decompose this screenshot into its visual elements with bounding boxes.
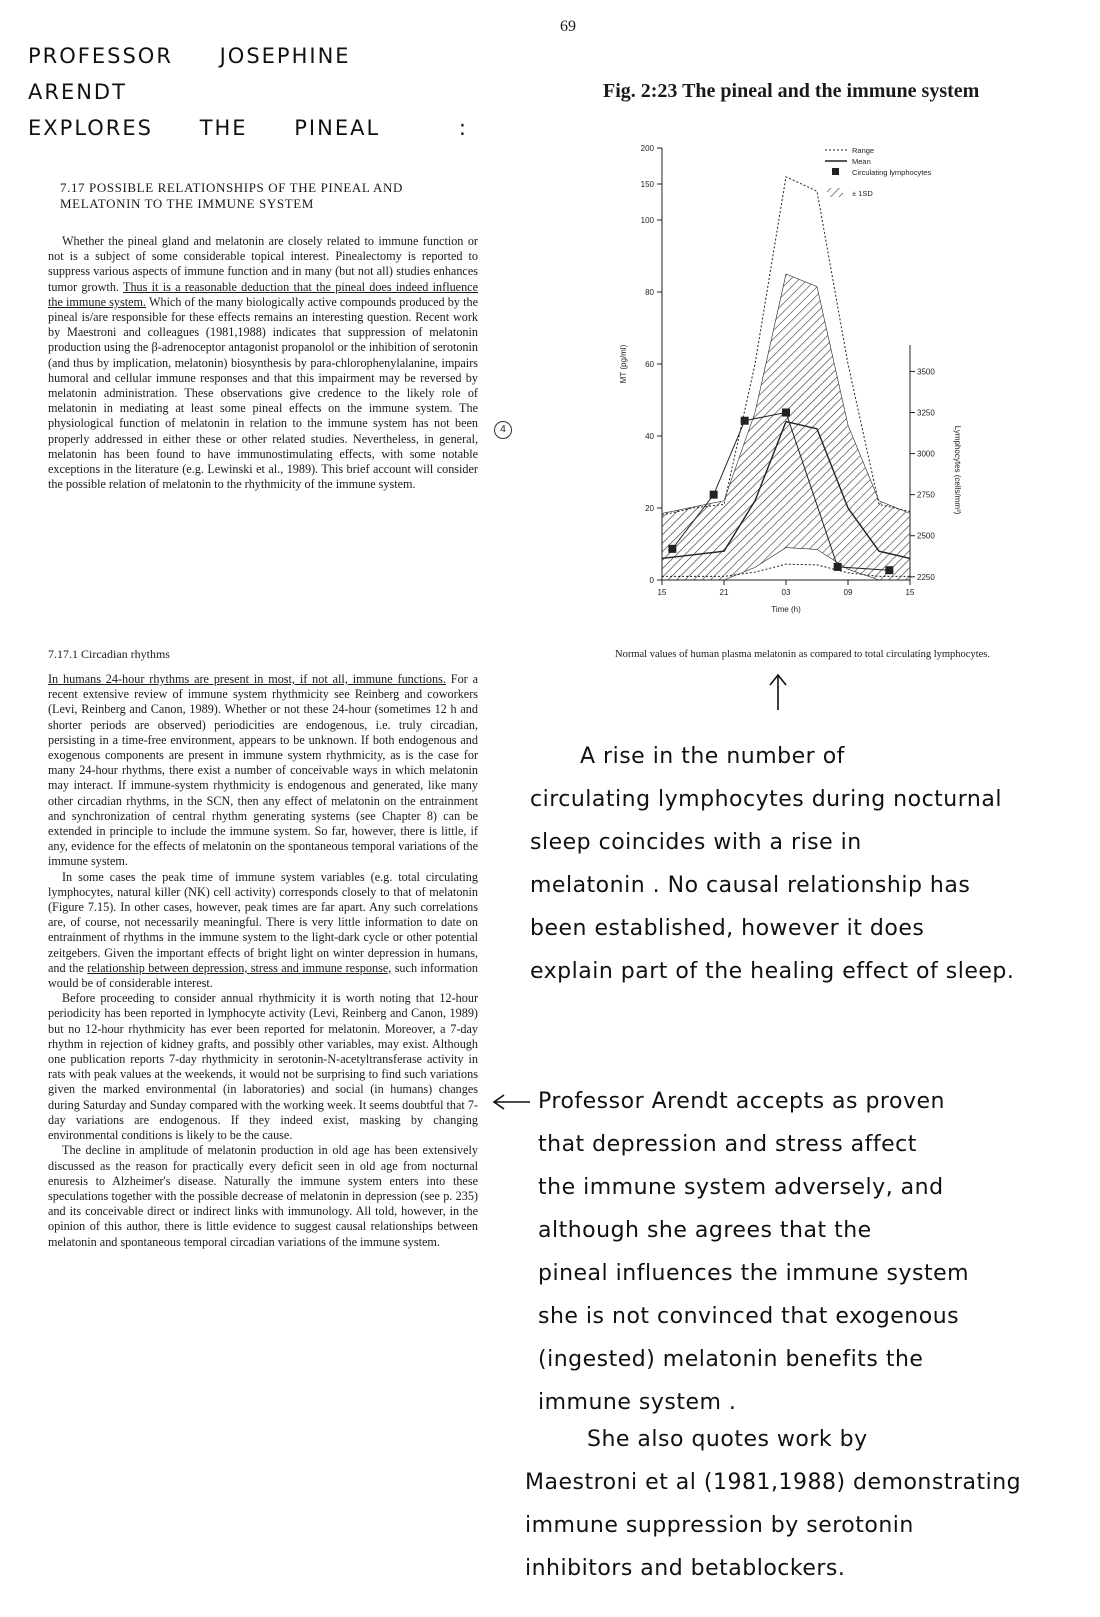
note-line: the immune system adversely, and — [538, 1175, 944, 1200]
x-tick-label: 21 — [719, 588, 729, 597]
lymphocyte-point — [834, 563, 842, 571]
note-line: pineal influences the immune system — [538, 1261, 970, 1286]
note-line: been established, however it does — [530, 916, 925, 941]
sd-band — [662, 274, 910, 580]
lymphocyte-point — [668, 545, 676, 553]
y-axis-label: MT (pg/ml) — [619, 344, 628, 384]
y2-axis-label: Lymphocytes (cells/mm³) — [953, 425, 962, 515]
x-axis-label: Time (h) — [771, 605, 801, 614]
legend-label: Circulating lymphocytes — [852, 168, 932, 177]
note-line: she is not convinced that exogenous — [538, 1304, 960, 1329]
section-circadian — [48, 672, 478, 1250]
y2-tick-label: 2250 — [917, 572, 935, 582]
circadian-paragraph: Before proceeding to consider annual rhythmicity it is worth noting that 12-hour periodicity has been reported in lymphocyte activity (Levi, Reinberg and Canon, 1989) but no 12-hour rhythmicity has ever been reported for melatonin. Moreover, a 7-day rhythm in rejection of kidney grafts, and possibly other variables, may exist. Although one publication reports 7-day rhythmicity in serotonin-N-acetyltransferase activity in rats with peak values at the weekends, it would not be surprising to find such variations given the marked environmental (in laboratories) and social (in humans) changes during Saturday and Sunday compared with the working week. It seems doubtful that 7-day variations are endogenous. If they indeed exist, masking by changing environmental conditions is likely to be the cause. — [48, 991, 478, 1143]
y-tick-label: 80 — [645, 288, 654, 297]
handwritten-note-lymphocytes — [530, 735, 1090, 993]
note-line: melatonin . No causal relationship has — [530, 873, 971, 898]
title-word: THE — [199, 116, 248, 140]
note-line: that depression and stress affect — [538, 1132, 917, 1157]
handwritten-title — [28, 38, 528, 146]
note-line: Maestroni et al (1981,1988) demonstrating — [525, 1470, 1022, 1495]
note-line: explain part of the healing effect of sleep. — [530, 959, 1015, 984]
arrow-left-icon — [492, 1092, 532, 1112]
circadian-underlined: In humans 24-hour rhythms are present in most, if not all, immune functions. — [48, 672, 446, 686]
title-word: PROFESSOR — [28, 44, 173, 68]
note-line: although she agrees that the — [538, 1218, 872, 1243]
title-word: PINEAL — [294, 116, 381, 140]
legend-lymphocyte-swatch — [832, 168, 839, 175]
note-line: immune system . — [538, 1390, 737, 1415]
legend-label: Range — [852, 146, 875, 155]
circadian-text: such information would be of considerable interest. — [48, 960, 478, 991]
y-tick-label: 150 — [640, 180, 654, 189]
lymphocyte-point — [885, 566, 893, 574]
y2-tick-label: 2500 — [917, 531, 935, 541]
margin-mark: 4 — [494, 421, 512, 439]
y-tick-label: 200 — [640, 144, 654, 153]
intro-underlined: Thus it is a reasonable deduction that the pineal does indeed influence the immune system. — [48, 279, 478, 309]
title-word: : — [458, 116, 468, 140]
legend-sd-swatch — [827, 188, 843, 197]
intro-text: Whether the pineal gland and melatonin are closely related to immune function or not is a subject of some considerable topical interest. Pinealectomy is reported to suppress various aspects of immune function and in many (but not all) studies enhances tumor growth. — [48, 234, 478, 294]
y-tick-label: 40 — [645, 432, 654, 441]
circadian-paragraph: The decline in amplitude of melatonin production in old age has been extensively discussed as the reason for practically every deficit seen in old age from nocturnal enuresis to Alzheimer's disease. Naturally the immune system enters into these speculations together with the possible decrease of melatonin in depression (see p. 235) and its conceivable direct or indirect links with immunology. All told, however, in the opinion of this author, there is little evidence to suggest causal relationships between melatonin and spontaneous temporal circadian variations of the immune system. — [48, 1143, 478, 1249]
page-number: 69 — [560, 18, 576, 35]
title-word: EXPLORES — [28, 116, 153, 140]
x-tick-label: 09 — [843, 588, 853, 597]
x-tick-label: 15 — [657, 588, 667, 597]
melatonin-lymphocyte-chart — [600, 130, 1020, 630]
y2-tick-label: 3000 — [917, 449, 935, 459]
y-tick-label: 100 — [640, 216, 654, 225]
note-line: sleep coincides with a rise in — [530, 830, 862, 855]
title-word: ARENDT — [28, 80, 127, 104]
y2-tick-label: 2750 — [917, 490, 935, 500]
lymphocyte-point — [782, 409, 790, 417]
section-heading: 7.17 POSSIBLE RELATIONSHIPS OF THE PINEAL AND MELATONIN TO THE IMMUNE SYSTEM — [60, 180, 403, 211]
y2-tick-label: 3250 — [917, 408, 935, 418]
note-line: (ingested) melatonin benefits the — [538, 1347, 924, 1372]
note-line: Professor Arendt accepts as proven — [538, 1089, 945, 1114]
y-tick-label: 60 — [645, 360, 654, 369]
note-line: A rise in the number of — [580, 744, 845, 769]
circadian-text: For a recent extensive review of immune system rhythmicity see Reinberg and coworkers (Levi, Reinberg and Canon, 1989). Whether or not these 24-hour (sometimes 12 h and shorter periods are observed) periodicities are endogenous, i.e. truly circadian, persisting in a time-free environment, appears to be unknown. If both endogenous and exogenous components are present in immune system rhythmicity, as is the case for many 24-hour rhythms, there exist a number of conceivable ways in which melatonin may interact. If immune-system rhythmicity is endogenous and generated, like many other circadian rhythms, in the SCN, then any effect of melatonin on the entrainment and synchronization of central rhythm generating systems (see Chapter 8) can be extended in principle to include the immune system. So far, however, there is little, if any, evidence for the effects of melatonin on the spontaneous temporal variations of the immune system. — [48, 672, 478, 869]
intro-text: Which of the many biologically active compounds produced by the pineal is/are responsible for these effects remains an interesting question. Recent work by Maestroni and colleagues (1981,1988) indicates that suppression of melatonin production using the β-adrenoceptor antagonist propanolol or the inhibition of serotonin (and thus by implication, melatonin) biosynthesis by para-chlorophenylalanine, impairs humoral and cellular immune responses and that this impairment may be reversed by melatonin administration. These observations give credence to the likely role of melatonin in mediating at least some pineal effects on the immune system. The physiological function of melatonin in relation to the immune system has not been properly addressed in either these or other related studies. Nevertheless, in general, melatonin has been found to have immunostimulating effects, with some notable exceptions in the literature (e.g. Lewinski et al., 1989). This brief account will consider the possible relation of melatonin to the rhythmicity of the immune system. — [48, 294, 478, 492]
handwritten-note-maestroni — [525, 1418, 1085, 1590]
lymphocyte-point — [741, 417, 749, 425]
figure-caption: Normal values of human plasma melatonin as compared to total circulating lymphocytes. — [615, 649, 990, 660]
title-word: JOSEPHINE — [219, 44, 351, 68]
y2-tick-label: 3500 — [917, 367, 935, 377]
handwritten-note-arendt — [538, 1080, 1088, 1424]
note-line: She also quotes work by — [587, 1427, 868, 1452]
note-line: inhibitors and betablockers. — [525, 1556, 846, 1581]
figure-title: Fig. 2:23 The pineal and the immune system — [603, 80, 980, 102]
legend-label: ± 1SD — [852, 189, 873, 198]
section-intro — [48, 234, 478, 492]
note-line: circulating lymphocytes during nocturnal — [530, 787, 1002, 812]
x-tick-label: 03 — [781, 588, 791, 597]
chart-svg — [600, 130, 1020, 630]
note-line: immune suppression by serotonin — [525, 1513, 914, 1538]
circadian-underlined: relationship between depression, stress and immune response, — [87, 960, 392, 975]
circadian-text: In some cases the peak time of immune system variables (e.g. total circulating lymphocytes, natural killer (NK) cell activity) corresponds closely to that of melatonin (Figure 7.15). In other cases, however, peak times are far apart. Any such correlations are, of course, not necessarily meaningful. There is very little information to date on entrainment of rhythms in the immune system to the light-dark cycle or other potential zeitgebers. Given the important effects of bright light on winter depression in humans, and the — [48, 869, 478, 975]
x-tick-label: 15 — [905, 588, 915, 597]
subsection-heading: 7.17.1 Circadian rhythms — [48, 647, 170, 661]
y-tick-label: 20 — [645, 504, 654, 513]
lymphocyte-point — [710, 491, 718, 499]
arrow-up-icon — [767, 672, 789, 712]
legend-label: Mean — [852, 157, 871, 166]
y-tick-label: 0 — [649, 576, 654, 585]
